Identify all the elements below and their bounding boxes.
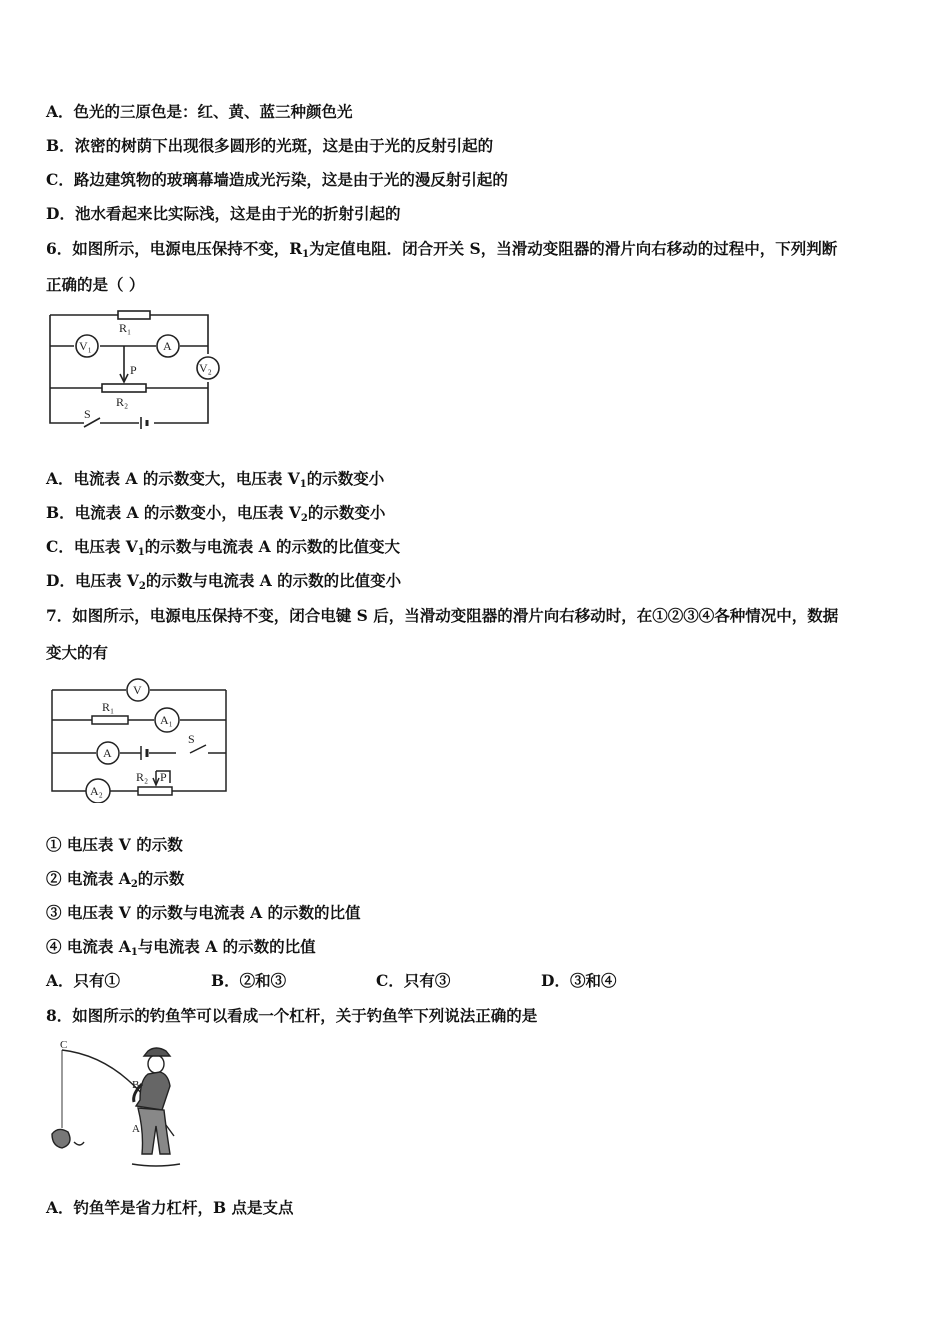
- q7-label-p: P: [160, 770, 167, 784]
- q6-label-s: S: [84, 407, 91, 421]
- q6-label-p: P: [130, 363, 137, 377]
- q7-choices: [46, 970, 616, 992]
- q7-stem-line2: 变大的有: [46, 643, 109, 662]
- q7-label-a: A: [103, 746, 112, 760]
- q7-choice-b: B．②和③: [211, 971, 287, 990]
- q7-choice-d: D．③和④: [541, 971, 617, 990]
- q8-label-b: B: [132, 1079, 140, 1091]
- q6-label-a: A: [163, 339, 172, 353]
- q6-option-b: B．电流表 A 的示数变小，电压表 $V_2$的示数变小: [46, 503, 386, 524]
- q8-label-a: A: [132, 1123, 140, 1135]
- q8-option-a: A．钓鱼竿是省力杠杆，B 点是支点: [46, 1198, 294, 1217]
- q8-fishing-figure: [44, 1036, 194, 1181]
- q8-stem: 8．如图所示的钓鱼竿可以看成一个杠杆，关于钓鱼竿下列说法正确的是: [46, 1006, 538, 1025]
- q6-option-c: C．电压表 $V_1$的示数与电流表 A 的示数的比值变大: [46, 537, 401, 558]
- q6-option-d: D．电压表 $V_2$的示数与电流表 A 的示数的比值变小: [46, 571, 402, 592]
- q7-label-a2: A₂: [90, 784, 103, 798]
- q8-label-c: C: [60, 1039, 68, 1051]
- q6-stem-line1: 6．如图所示，电源电压保持不变，$R_1$为定值电阻．闭合开关 S，当滑动变阻器的滑片向右移动的过程中，下列判断: [46, 239, 838, 260]
- q6-stem-line2: 正确的是（ ）: [46, 275, 145, 294]
- q6-circuit-figure: [44, 308, 224, 436]
- q7-label-a1: A₁: [160, 713, 173, 727]
- q6-option-a: A．电流表 A 的示数变大，电压表 $V_1$的示数变小: [46, 469, 385, 490]
- q7-label-v: V: [133, 683, 142, 697]
- q5-option-d: D．池水看起来比实际浅，这是由于光的折射引起的: [46, 204, 401, 223]
- q7-label-r1: R₁: [102, 700, 115, 714]
- q7-item-3: ③ 电压表 V 的示数与电流表 A 的示数的比值: [46, 903, 361, 922]
- q5-option-c: C．路边建筑物的玻璃幕墙造成光污染，这是由于光的漫反射引起的: [46, 170, 508, 189]
- q6-label-r1: R₁: [119, 321, 132, 335]
- q7-choice-a: A．只有①: [46, 971, 121, 990]
- q7-label-r2: R₂: [136, 770, 149, 784]
- q7-item-2: ② 电流表 $A_2$的示数: [46, 869, 185, 890]
- q7-item-1: ① 电压表 V 的示数: [46, 835, 183, 854]
- q5-option-b: B．浓密的树荫下出现很多圆形的光斑，这是由于光的反射引起的: [46, 136, 494, 155]
- q6-label-v2: V₂: [199, 361, 212, 375]
- q7-label-s: S: [188, 732, 195, 746]
- q7-choice-c: C．只有③: [376, 971, 451, 990]
- q7-circuit-figure: [48, 675, 234, 803]
- q7-item-4: ④ 电流表 $A_1$与电流表 A 的示数的比值: [46, 937, 316, 958]
- q6-label-r2: R₂: [116, 395, 129, 409]
- q6-label-v1: V₁: [79, 339, 92, 353]
- q5-option-a: A．色光的三原色是：红、黄、蓝三种颜色光: [46, 102, 353, 121]
- q7-stem-line1: 7．如图所示，电源电压保持不变，闭合电键 S 后，当滑动变阻器的滑片向右移动时，在①②③④各种情况中，数据: [46, 606, 839, 625]
